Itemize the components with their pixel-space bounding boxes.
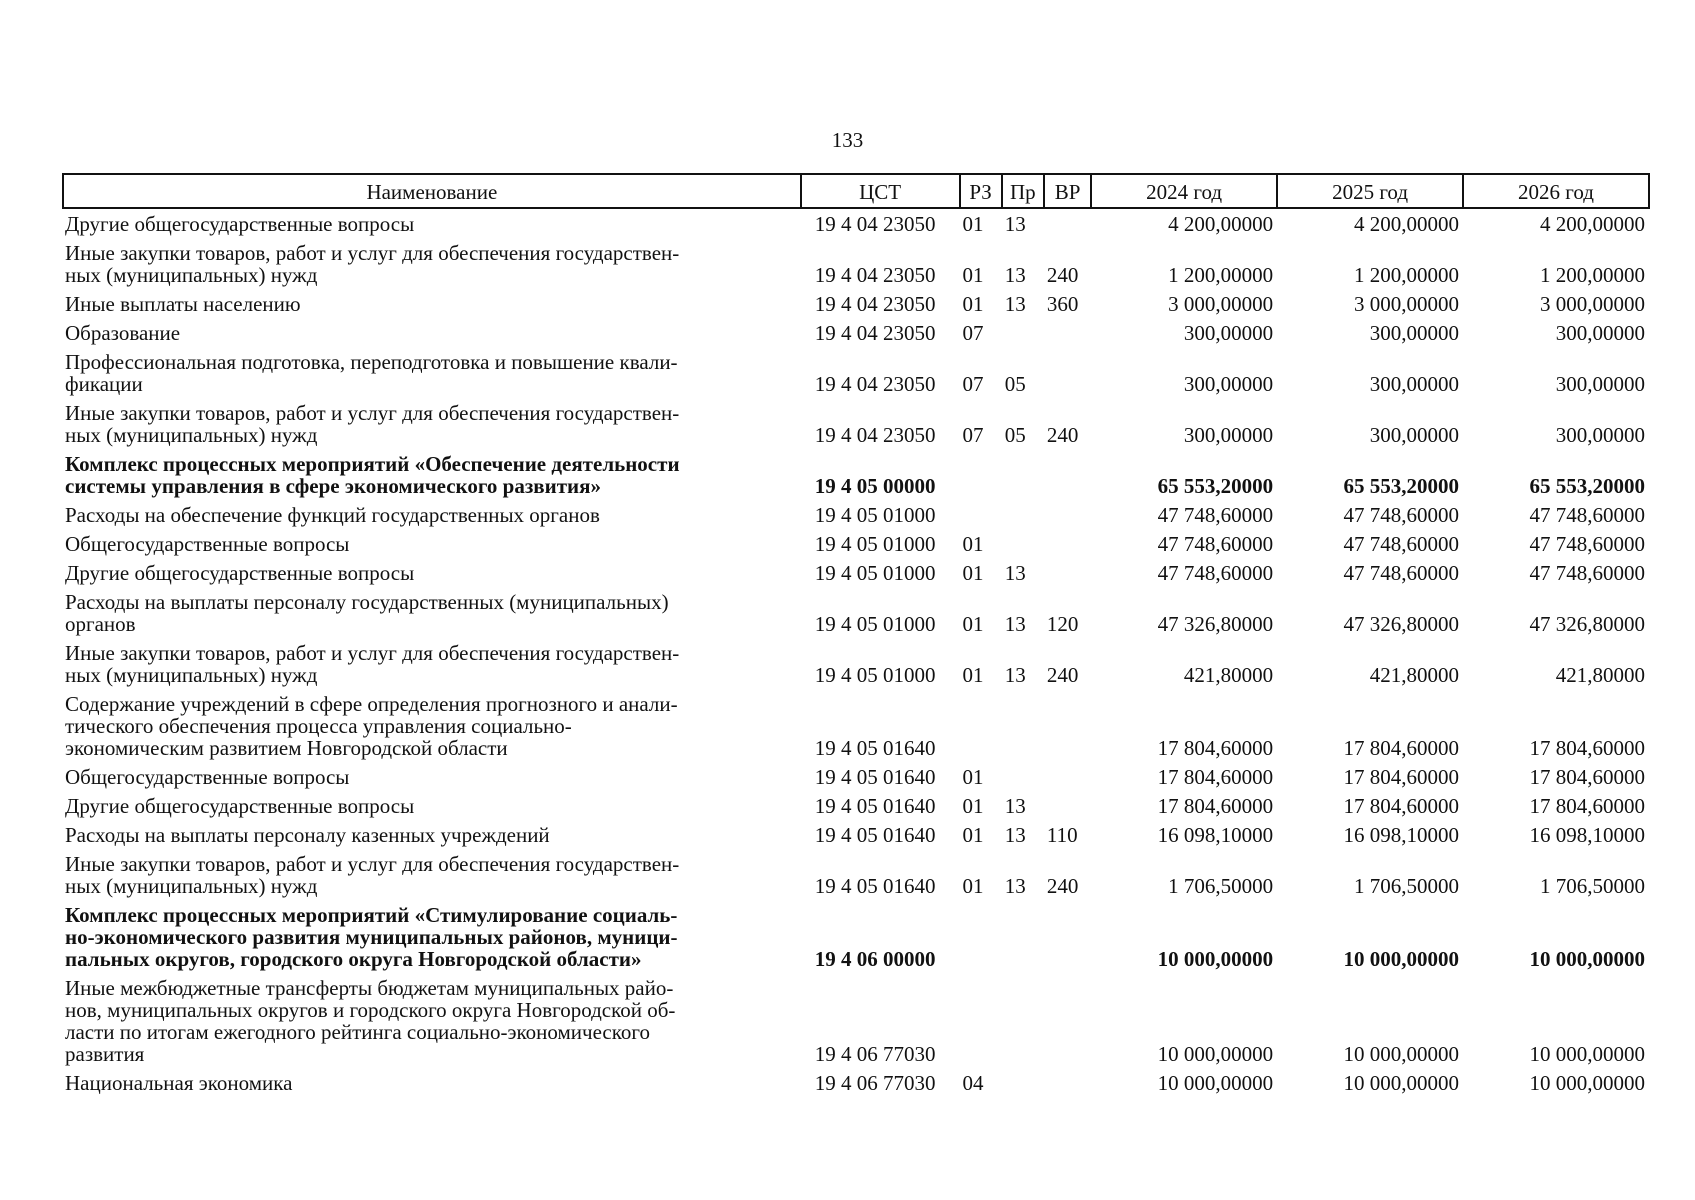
cell-rz [960,973,1002,1068]
table-row [63,820,1649,849]
cell-y2025: 1 200,00000 [1354,263,1460,287]
cell-vr [1044,318,1091,347]
cell-y2024: 421,80000 [1183,663,1274,687]
cell-name [63,638,801,689]
cell-cst: 19 4 05 01640 [814,823,936,847]
cell-rz: 01 [962,663,984,687]
cell-name-line: Иные выплаты населению [65,292,301,316]
cell-name-line: тического обеспечения процесса управления социально- [65,714,572,738]
cell-y2026: 4 200,00000 [1540,212,1645,236]
cell-cst: 19 4 04 23050 [814,423,936,447]
table-row [63,638,1649,689]
cell-pr: 13 [1004,874,1026,898]
cell-cst: 19 4 06 77030 [814,1042,936,1066]
cell-y2026: 300,00000 [1555,372,1645,396]
cell-pr [1002,689,1044,762]
cell-pr [1002,1068,1044,1097]
cell-pr: 05 [1004,423,1026,447]
cell-y2025: 300,00000 [1369,372,1460,396]
cell-rz: 01 [962,794,984,818]
cell-y2026: 65 553,20000 [1529,474,1645,498]
cell-rz: 07 [962,423,984,447]
cell-name-line: Другие общегосударственные вопросы [65,561,415,585]
cell-cst: 19 4 04 23050 [814,372,936,396]
cell-y2025: 300,00000 [1369,423,1460,447]
cell-name-line: системы управления в сфере экономического развития» [65,474,601,498]
cell-rz [960,449,1002,500]
cell-pr: 13 [1004,561,1026,585]
cell-name-line: Профессиональная подготовка, переподготовка и повышение квали- [65,350,678,374]
cell-name-line: Иные межбюджетные трансферты бюджетам муниципальных райо- [65,976,674,1000]
cell-name-line: Иные закупки товаров, работ и услуг для обеспечения государствен- [65,401,680,425]
cell-name-line: но-экономического развития муниципальных районов, муници- [65,925,678,949]
cell-name-line: Комплекс процессных мероприятий «Стимулирование социаль- [65,903,678,927]
cell-y2025: 65 553,20000 [1343,474,1460,498]
cell-rz [960,900,1002,973]
table-row [63,587,1649,638]
cell-y2024: 3 000,00000 [1168,292,1274,316]
cell-name [63,208,801,238]
cell-vr [1044,449,1091,500]
table-row [63,1068,1649,1097]
cell-rz: 07 [962,321,984,345]
cell-pr [1002,900,1044,973]
cell-y2024: 47 326,80000 [1157,612,1274,636]
cell-y2026: 17 804,60000 [1529,736,1645,760]
cell-vr [1044,500,1091,529]
table-row [63,500,1649,529]
budget-table [62,173,1650,1097]
cell-cst: 19 4 04 23050 [814,321,936,345]
cell-rz: 04 [962,1071,984,1095]
cell-name-line: ных (муниципальных) нужд [65,263,318,287]
table-row [63,208,1649,238]
cell-y2025: 1 706,50000 [1354,874,1460,898]
cell-y2024: 17 804,60000 [1157,794,1274,818]
table-row [63,529,1649,558]
cell-y2026: 47 748,60000 [1529,503,1645,527]
cell-y2025: 421,80000 [1369,663,1460,687]
cell-vr [1044,689,1091,762]
cell-pr: 13 [1004,612,1026,636]
cell-y2024: 17 804,60000 [1157,765,1274,789]
cell-name [63,689,801,762]
cell-y2025: 4 200,00000 [1354,212,1460,236]
cell-rz: 01 [962,263,984,287]
cell-cst: 19 4 05 01000 [814,561,936,585]
cell-rz: 01 [962,823,984,847]
cell-y2024: 17 804,60000 [1157,736,1274,760]
cell-y2026: 300,00000 [1555,423,1645,447]
cell-name-line: Общегосударственные вопросы [65,532,350,556]
table-row [63,318,1649,347]
cell-name-line: Расходы на выплаты персоналу казенных учреждений [65,823,550,847]
cell-name [63,529,801,558]
cell-y2025: 300,00000 [1369,321,1460,345]
cell-pr: 13 [1004,663,1026,687]
cell-y2024: 47 748,60000 [1157,532,1274,556]
cell-name [63,318,801,347]
cell-name [63,820,801,849]
header-pr: Пр [1002,174,1044,208]
cell-name-line: фикации [65,372,143,396]
cell-rz [960,500,1002,529]
cell-name-line: ных (муниципальных) нужд [65,423,318,447]
header-rz: РЗ [960,174,1002,208]
cell-rz: 01 [962,212,984,236]
cell-name [63,398,801,449]
cell-y2025: 47 748,60000 [1343,503,1460,527]
cell-pr: 13 [1004,212,1026,236]
cell-name-line: Иные закупки товаров, работ и услуг для обеспечения государствен- [65,241,680,265]
cell-y2025: 10 000,00000 [1343,1071,1460,1095]
cell-name-line: Образование [65,321,181,345]
table-body [63,208,1649,1097]
cell-y2024: 300,00000 [1183,423,1274,447]
cell-pr [1002,529,1044,558]
cell-name-line: Иные закупки товаров, работ и услуг для обеспечения государствен- [65,852,680,876]
cell-vr: 240 [1046,663,1079,687]
cell-y2026: 47 748,60000 [1529,532,1645,556]
cell-name [63,973,801,1068]
cell-rz: 01 [962,765,984,789]
cell-y2026: 300,00000 [1555,321,1645,345]
cell-name [63,289,801,318]
cell-name-line: Расходы на выплаты персоналу государственных (муниципальных) [65,590,669,614]
cell-vr [1044,791,1091,820]
cell-vr [1044,762,1091,791]
cell-vr [1044,529,1091,558]
cell-y2025: 16 098,10000 [1343,823,1460,847]
cell-name [63,347,801,398]
cell-vr: 240 [1046,263,1079,287]
cell-vr: 240 [1046,423,1079,447]
cell-name-line: Общегосударственные вопросы [65,765,350,789]
cell-vr [1044,208,1091,238]
cell-cst: 19 4 05 01000 [814,612,936,636]
cell-y2024: 300,00000 [1183,372,1274,396]
cell-y2025: 17 804,60000 [1343,794,1460,818]
cell-y2026: 10 000,00000 [1529,1071,1645,1095]
cell-cst: 19 4 05 01640 [814,874,936,898]
cell-vr [1044,973,1091,1068]
cell-name [63,558,801,587]
cell-y2025: 47 748,60000 [1343,561,1460,585]
cell-name [63,449,801,500]
cell-name [63,762,801,791]
cell-name-line: ных (муниципальных) нужд [65,874,318,898]
cell-vr: 110 [1046,823,1078,847]
cell-y2026: 47 326,80000 [1529,612,1645,636]
cell-name-line: Комплекс процессных мероприятий «Обеспечение деятельности [65,452,680,476]
cell-name-line: нов, муниципальных округов и городского округа Новгородской об- [65,998,676,1022]
cell-cst: 19 4 04 23050 [814,212,936,236]
cell-pr: 13 [1004,292,1026,316]
cell-y2026: 1 706,50000 [1540,874,1645,898]
cell-y2024: 10 000,00000 [1157,1071,1274,1095]
cell-y2024: 10 000,00000 [1157,1042,1274,1066]
cell-y2025: 10 000,00000 [1343,1042,1460,1066]
cell-cst: 19 4 04 23050 [814,292,936,316]
cell-name-line: ных (муниципальных) нужд [65,663,318,687]
table-header [63,174,1649,208]
cell-cst: 19 4 04 23050 [814,263,936,287]
table-row [63,398,1649,449]
cell-name [63,587,801,638]
table-row [63,791,1649,820]
cell-y2024: 47 748,60000 [1157,503,1274,527]
header-vr: ВР [1044,174,1091,208]
cell-pr [1002,500,1044,529]
cell-y2024: 10 000,00000 [1157,947,1274,971]
table-row [63,238,1649,289]
table-row [63,558,1649,587]
cell-cst: 19 4 05 01640 [814,765,936,789]
table-row [63,762,1649,791]
table-row [63,289,1649,318]
table-row [63,900,1649,973]
cell-name-line: экономическим развитием Новгородской области [65,736,508,760]
cell-rz: 01 [962,561,984,585]
cell-name-line: Другие общегосударственные вопросы [65,212,415,236]
cell-rz: 01 [962,874,984,898]
cell-name-line: развития [65,1042,145,1066]
cell-vr: 120 [1046,612,1079,636]
cell-y2025: 10 000,00000 [1343,947,1460,971]
cell-rz: 01 [962,612,984,636]
cell-name [63,900,801,973]
cell-vr [1044,1068,1091,1097]
cell-y2024: 65 553,20000 [1157,474,1274,498]
cell-name [63,238,801,289]
cell-pr: 05 [1004,372,1026,396]
table-row [63,849,1649,900]
header-cst: ЦСТ [801,174,960,208]
table-row [63,689,1649,762]
cell-name-line: органов [65,612,136,636]
cell-y2026: 17 804,60000 [1529,765,1645,789]
cell-pr [1002,973,1044,1068]
cell-pr [1002,762,1044,791]
header-2026: 2026 год [1463,174,1649,208]
cell-cst: 19 4 05 00000 [814,474,936,498]
cell-name-line: ласти по итогам ежегодного рейтинга социально-экономического [65,1020,650,1044]
header-2024: 2024 год [1091,174,1277,208]
cell-name-line: пальных округов, городского округа Новгородской области» [65,947,642,971]
cell-y2025: 47 748,60000 [1343,532,1460,556]
cell-vr [1044,347,1091,398]
cell-pr [1002,318,1044,347]
cell-cst: 19 4 05 01640 [814,736,936,760]
cell-name [63,1068,801,1097]
cell-name [63,791,801,820]
cell-y2025: 17 804,60000 [1343,765,1460,789]
header-row [63,174,1649,208]
cell-y2026: 17 804,60000 [1529,794,1645,818]
cell-rz [960,689,1002,762]
cell-rz: 01 [962,532,984,556]
cell-pr [1002,449,1044,500]
cell-y2025: 17 804,60000 [1343,736,1460,760]
cell-cst: 19 4 05 01000 [814,663,936,687]
page-number: 133 [831,128,864,152]
cell-y2026: 3 000,00000 [1540,292,1645,316]
cell-y2024: 16 098,10000 [1157,823,1274,847]
cell-y2026: 10 000,00000 [1529,1042,1645,1066]
table-row [63,347,1649,398]
cell-y2026: 10 000,00000 [1529,947,1645,971]
cell-y2024: 1 200,00000 [1168,263,1274,287]
cell-cst: 19 4 05 01000 [814,503,936,527]
cell-name-line: Иные закупки товаров, работ и услуг для обеспечения государствен- [65,641,680,665]
header-2025: 2025 год [1277,174,1463,208]
cell-vr [1044,558,1091,587]
cell-y2025: 47 326,80000 [1343,612,1460,636]
cell-rz: 01 [962,292,984,316]
header-name: Наименование [63,174,801,208]
cell-y2024: 300,00000 [1183,321,1274,345]
cell-y2024: 1 706,50000 [1168,874,1274,898]
cell-name-line: Другие общегосударственные вопросы [65,794,415,818]
cell-rz: 07 [962,372,984,396]
cell-y2024: 4 200,00000 [1168,212,1274,236]
table-row [63,973,1649,1068]
cell-vr: 240 [1046,874,1079,898]
cell-y2026: 421,80000 [1555,663,1645,687]
cell-name-line: Национальная экономика [65,1071,293,1095]
cell-vr: 360 [1046,292,1079,316]
cell-cst: 19 4 06 77030 [814,1071,936,1095]
cell-cst: 19 4 06 00000 [814,947,936,971]
cell-y2026: 1 200,00000 [1540,263,1645,287]
cell-pr: 13 [1004,823,1026,847]
cell-pr: 13 [1004,794,1026,818]
cell-y2026: 16 098,10000 [1529,823,1645,847]
cell-cst: 19 4 05 01640 [814,794,936,818]
cell-name [63,500,801,529]
cell-name-line: Содержание учреждений в сфере определения прогнозного и анали- [65,692,678,716]
table-row [63,449,1649,500]
cell-vr [1044,900,1091,973]
cell-name-line: Расходы на обеспечение функций государственных органов [65,503,600,527]
cell-y2024: 47 748,60000 [1157,561,1274,585]
cell-pr: 13 [1004,263,1026,287]
cell-y2025: 3 000,00000 [1354,292,1460,316]
cell-y2026: 47 748,60000 [1529,561,1645,585]
cell-cst: 19 4 05 01000 [814,532,936,556]
cell-name [63,849,801,900]
